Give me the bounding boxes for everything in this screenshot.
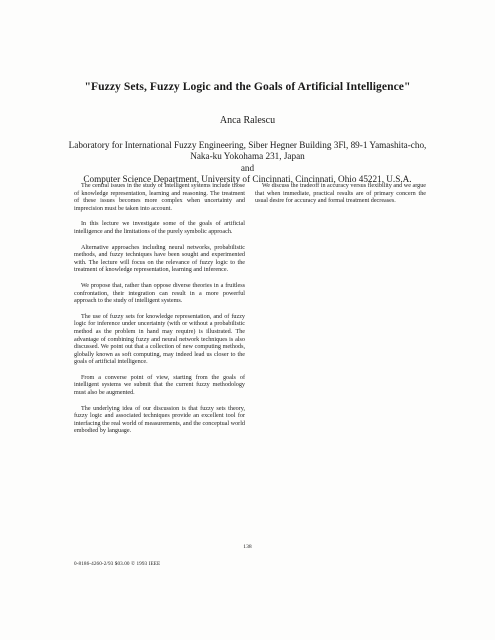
paragraph: The underlying idea of our discussion is that fuzzy sets theory, fuzzy logic and associated techniques provide an excellent tool for interfacing the real world of measurements, and the conceptual world embodied by language. [74,405,245,435]
paragraph: The central issues in the study of intelligent systems include those of knowledge representation, learning and reasoning. The treatment of these issues becomes more complex when uncertainty and imprecision must be taken into account. [74,183,245,212]
author-name: Anca Ralescu [219,115,276,126]
affiliations [30,140,465,186]
paragraph: Alternative approaches including neural networks, probabilistic methods, and fuzzy techniques have been sought and experimented with. The lecture will focus on the relevance of fuzzy logic to the treatment of knowledge representation, learning and inference. [74,244,245,274]
page-number: 138 [243,544,252,550]
paragraph: The use of fuzzy sets for knowledge representation, and of fuzzy logic for inference under uncertainty (with or without a probabilistic method as the problem in hand may require) is illustrated. The advantage of combining fuzzy and neural network techniques is also discussed. We point out that a collection of new computing methods, globally known as soft computing, may indeed lead us closer to the goals of artificial intelligence. [74,313,245,366]
copyright-notice: 0-8186-4260-2/93 $03.00 © 1993 IEEE [74,561,161,567]
paragraph: We propose that, rather than oppose diverse theories in a fruitless confrontation, their integration can result in a more powerful approach to the study of intelligent systems. [74,283,245,305]
affiliation-line: Computer Science Department, University of Cincinnati, Cincinnati, Ohio 45221, U.S.A. [83,174,412,185]
left-column [74,183,245,444]
paragraph: We discuss the tradeoff in accuracy versus flexibility and we argue that when immediate, practical results are of primary concern the usual desire for accuracy and formal treatment decreases. [255,183,426,205]
right-column [255,183,426,214]
paragraph: From a converse point of view, starting from the goals of intelligent systems we submit that the current fuzzy methodology must also be augmented. [74,374,245,396]
affiliation-conjunction: and [240,162,255,173]
affiliation-line: Laboratory for International Fuzzy Engineering, Siber Hegner Building 3Fl, 89-1 Yamashita-cho, [68,140,427,150]
paper-title: "Fuzzy Sets, Fuzzy Logic and the Goals of Artificial Intelligence" [84,80,411,93]
affiliation-line: Naka-ku Yokohama 231, Japan [190,151,305,162]
paragraph: In this lecture we investigate some of the goals of artificial intelligence and the limitations of the purely symbolic approach. [74,221,245,235]
